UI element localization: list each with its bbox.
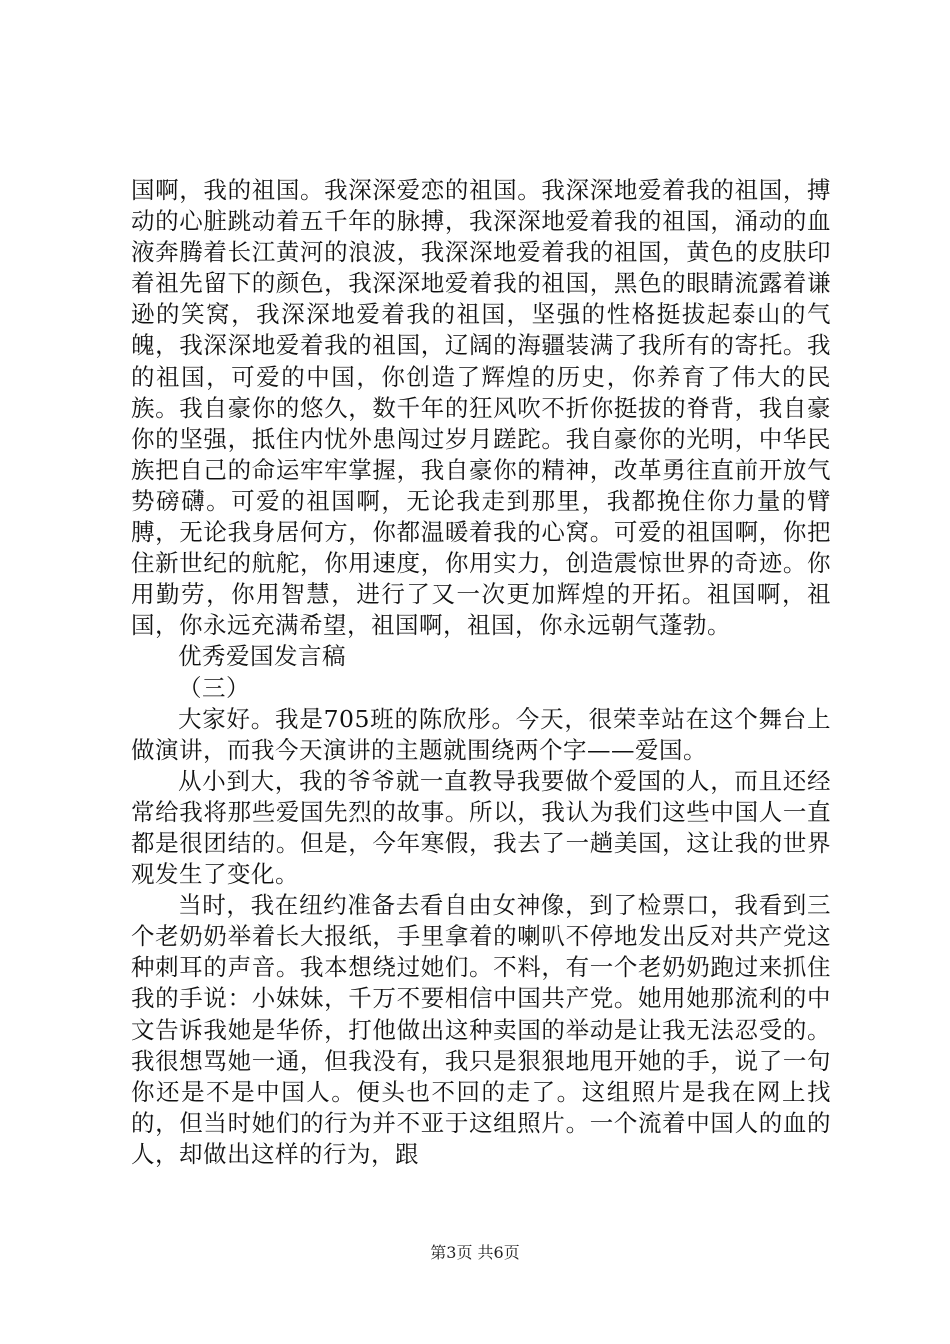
page-number-footer: 第3页 共6页: [430, 1243, 520, 1262]
section-number: （三）: [178, 673, 250, 702]
paragraph-greeting: 大家好。我是705班的陈欣彤。今天，很荣幸站在这个舞台上做演讲，而我今天演讲的主题就围绕两个字——爱国。: [131, 704, 831, 764]
section-heading: 优秀爱国发言稿: [178, 642, 346, 671]
paragraph-patriotic-poem: 国啊，我的祖国。我深深爱恋的祖国。我深深地爱着我的祖国，搏动的心脏跳动着五千年的脉搏，我深深地爱着我的祖国，涌动的血液奔腾着长江黄河的浪波，我深深地爱着我的祖国，黄色的皮肤印着祖先留下的颜色，我深深地爱着我的祖国，黑色的眼睛流露着谦逊的笑窝，我深深地爱着我的祖国，坚强的性格挺拔起泰山的气魄，我深深地爱着我的祖国，辽阔的海疆装满了我所有的寄托。我的祖国，可爱的中国，你创造了辉煌的历史，你养育了伟大的民族。我自豪你的悠久，数千年的狂风吹不折你挺拔的脊背，我自豪你的坚强，抵住内忧外患闯过岁月蹉跎。我自豪你的光明，中华民族把自己的命运牢牢掌握，我自豪你的精神，改革勇往直前开放气势磅礴。可爱的祖国啊，无论我走到那里，我都挽住你力量的臂膊，无论我身居何方，你都温暖着我的心窝。可爱的祖国啊，你把住新世纪的航舵，你用速度，你用实力，创造震惊世界的奇迹。你用勤劳，你用智慧，进行了又一次更加辉煌的开拓。祖国啊，祖国，你永远充满希望，祖国啊，祖国，你永远朝气蓬勃。: [131, 176, 831, 640]
paragraph-new-york: 当时，我在纽约准备去看自由女神像，到了检票口，我看到三个老奶奶举着长大报纸，手里拿着的喇叭不停地发出反对共产党这种刺耳的声音。我本想绕过她们。不料，有一个老奶奶跑过来抓住我的手说：小妹妹，千万不要相信中国共产党。她用她那流利的中文告诉我她是华侨，打他做出这种卖国的举动是让我无法忍受的。我很想骂她一通，但我没有，我只是狠狠地甩开她的手，说了一句你还是不是中国人。便头也不回的走了。这组照片是我在网上找的，但当时她们的行为并不亚于这组照片。一个流着中国人的血的人，却做出这样的行为，跟: [131, 891, 831, 1168]
paragraph-grandfather: 从小到大，我的爷爷就一直教导我要做个爱国的人，而且还经常给我将那些爱国先烈的故事。所以，我认为我们这些中国人一直都是很团结的。但是，今年寒假，我去了一趟美国，这让我的世界观发生了变化。: [131, 766, 831, 889]
document-body: [131, 175, 831, 1170]
